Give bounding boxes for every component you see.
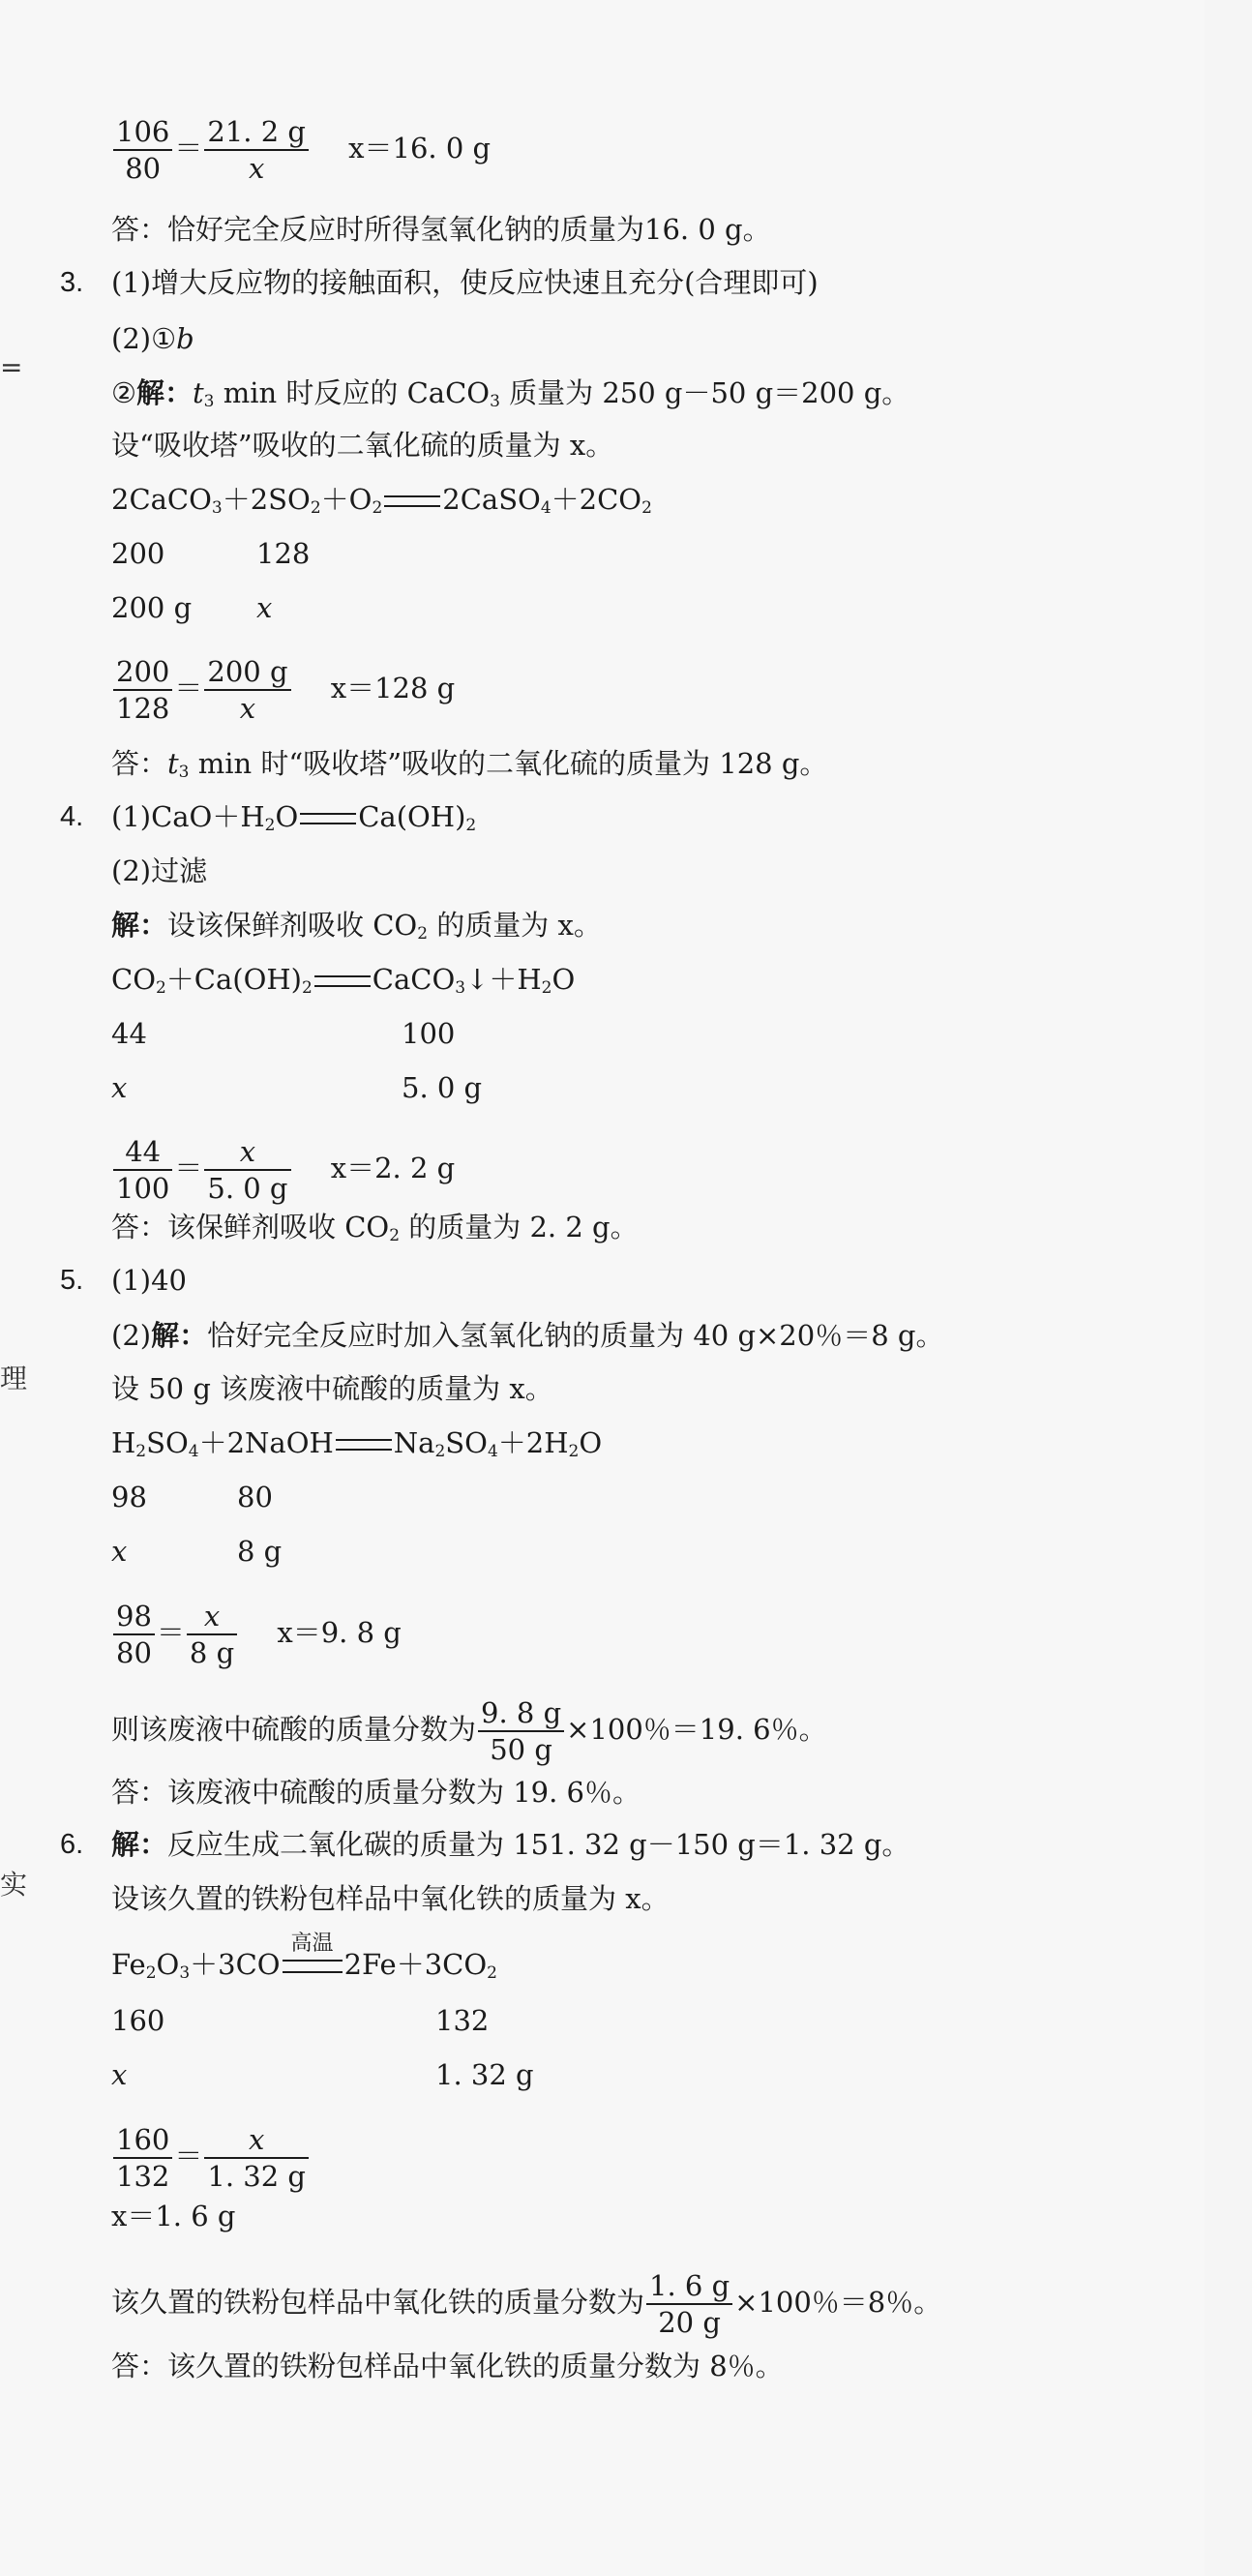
p5-ratio-line: $\frac{98}{80}$ ＝ $\frac{x}{8 g}$ x＝9. 8 g	[111, 1599, 402, 1670]
p3-fraction-1: $\frac{200}{128}$	[113, 654, 172, 726]
p4-ratio-row-2: x 5. 0 g	[111, 1071, 483, 1104]
p6-result: x＝1. 6 g	[111, 2200, 236, 2232]
p5-fraction-1: $\frac{98}{80}$	[113, 1599, 155, 1670]
p6-fraction-3: $\frac{1. 6 g}{20 g}$	[646, 2268, 732, 2340]
p2-answer: 答：恰好完全反应时所得氢氧化钠的质量为16. 0 g。	[111, 213, 771, 246]
p3-solution-line: ②解：$t_3$ min 时反应的 CaCO$_3$ 质量为 250 g－50 g＝200 g。	[111, 376, 910, 411]
p6-fraction-1: $\frac{160}{132}$	[113, 2122, 172, 2194]
p5-equation: $H_2SO_4+2NaOH$ $Na_2SO_4+2H_2O$	[111, 1426, 603, 1461]
p3-part1: (1)增大反应物的接触面积，使反应快速且充分(合理即可)	[111, 266, 819, 299]
p5-fraction-2: $\frac{x}{8 g}$	[187, 1599, 237, 1670]
p4-ratio-row-1: 44 100	[111, 1017, 456, 1050]
p3-ratio-row-1: 200 128	[111, 537, 311, 570]
p5-answer: 答：该废液中硫酸的质量分数为 19. 6％。	[111, 1776, 641, 1809]
p4-number: 4.	[60, 801, 84, 832]
p5-ratio-row-2: x 8 g	[111, 1535, 283, 1568]
p4-fraction-2: $\frac{x}{5. 0 g}$	[204, 1134, 290, 1206]
p5-result: x＝9. 8 g	[277, 1616, 402, 1649]
p6-number: 6.	[60, 1829, 84, 1860]
p4-solution-line: 解：设该保鲜剂吸收 $CO_2$ 的质量为 x。	[111, 909, 602, 944]
p5-assume: 设 50 g 该废液中硫酸的质量为 x。	[111, 1372, 553, 1405]
p3-equals-sign	[384, 495, 440, 507]
margin-char-3: 实	[0, 1869, 28, 1901]
p5-ratio-row-1: 98 80	[111, 1481, 273, 1513]
p4-answer: 答：该保鲜剂吸收 $CO_2$ 的质量为 2. 2 g。	[111, 1211, 639, 1245]
p6-fraction-statement: 该久置的铁粉包样品中氧化铁的质量分数为 $\frac{1. 6 g}{20 g}$ ×100％＝8％。	[111, 2269, 942, 2339]
p2-fraction-2: $\frac{21. 2 g}{x}$	[204, 114, 309, 186]
p6-fraction-2: $\frac{x}{1. 32 g}$	[204, 2122, 309, 2194]
p3-ratio-line: $\frac{200}{128}$ ＝ $\frac{200 g}{x}$ x＝128 g	[111, 654, 455, 726]
p3-answer: 答：$t_3$ min 时“吸收塔”吸收的二氧化硫的质量为 128 g。	[111, 747, 828, 782]
p5-part2: (2)解：恰好完全反应时加入氢氧化钠的质量为 40 g×20％＝8 g。	[111, 1319, 944, 1352]
p3-part2: (2)①b	[111, 322, 194, 355]
margin-char-2: 理	[0, 1363, 28, 1394]
p2-fraction-1: $\frac{106}{80}$	[113, 114, 172, 186]
p4-part1: $(1)CaO+H_2O$ $Ca(OH)_2$	[111, 800, 477, 835]
p4-equation: $CO_2+Ca(OH)_2$ $CaCO_3↓+H_2O$	[111, 963, 576, 998]
p4-ratio-line: $\frac{44}{100}$ ＝ $\frac{x}{5. 0 g}$ x＝2. 2 g	[111, 1134, 455, 1206]
p4-equals-sign-2	[314, 975, 371, 987]
margin-char-1: =	[0, 351, 23, 383]
p5-part1: (1)40	[111, 1264, 187, 1297]
p6-answer: 答：该久置的铁粉包样品中氧化铁的质量分数为 8％。	[111, 2350, 784, 2382]
p6-equation: $Fe_2O_3+3CO$ 高温 $2Fe+3CO_2$	[111, 1932, 497, 1983]
p3-ratio-row-2: 200 g x	[111, 591, 273, 624]
p3-number: 3.	[60, 267, 84, 298]
p4-part2: (2)过滤	[111, 854, 208, 887]
p4-equals-sign-1	[300, 813, 356, 824]
p3-result: x＝128 g	[330, 672, 456, 704]
p6-ratio-row-1: 160 132	[111, 2004, 490, 2037]
p5-equals-sign	[336, 1439, 392, 1451]
p2-ratio-line: $\frac{106}{80}$ ＝ $\frac{21. 2 g}{x}$ x＝16. 0 g	[111, 114, 491, 186]
p6-assume: 设该久置的铁粉包样品中氧化铁的质量为 x。	[111, 1882, 670, 1915]
p6-reaction-condition: 高温	[283, 1960, 343, 1973]
p3-assume: 设“吸收塔”吸收的二氧化硫的质量为 x。	[111, 429, 614, 462]
p3-equation: $2CaCO_3+2SO_2+O_2$ $2CaSO_4+2CO_2$	[111, 483, 652, 518]
p5-fraction-statement: 则该废液中硫酸的质量分数为 $\frac{9. 8 g}{50 g}$ ×100％＝19. 6％。	[111, 1696, 827, 1766]
p6-ratio-line: $\frac{160}{132}$ ＝ $\frac{x}{1. 32 g}$	[111, 2122, 311, 2194]
p5-number: 5.	[60, 1265, 84, 1296]
p6-ratio-row-2: x 1. 32 g	[111, 2058, 534, 2091]
p2-result: x＝16. 0 g	[348, 132, 492, 165]
p3-fraction-2: $\frac{200 g}{x}$	[204, 654, 290, 726]
p5-fraction-3: $\frac{9. 8 g}{50 g}$	[478, 1695, 564, 1767]
p6-solution-line: 解：反应生成二氧化碳的质量为 151. 32 g－150 g＝1. 32 g。	[111, 1828, 910, 1861]
p4-result: x＝2. 2 g	[330, 1152, 456, 1184]
p4-fraction-1: $\frac{44}{100}$	[113, 1134, 172, 1206]
